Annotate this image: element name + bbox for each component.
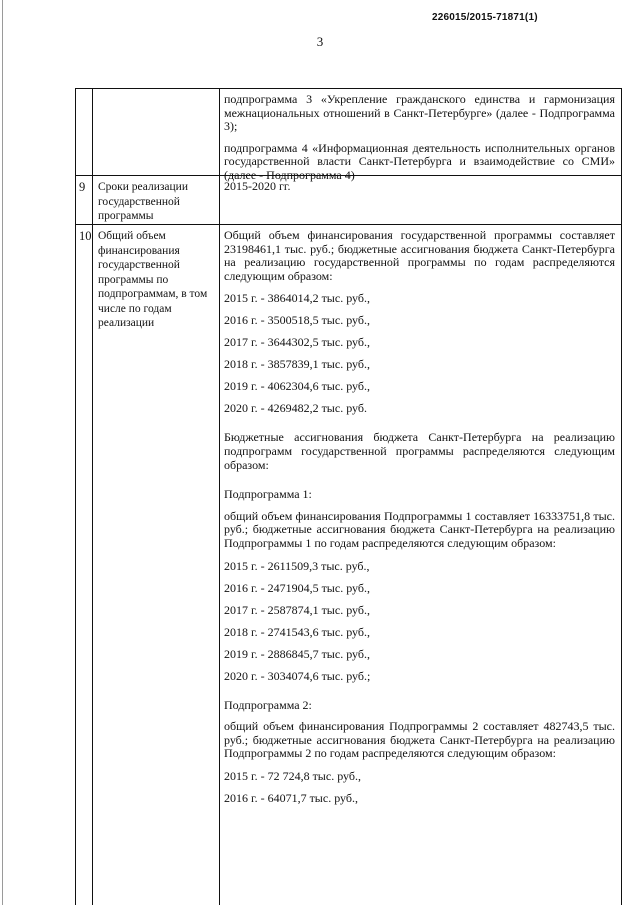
page-number: 3	[316, 34, 324, 49]
scan-edge	[2, 0, 3, 905]
year-line: 2016 г. - 2471904,5 тыс. руб.,	[224, 580, 370, 595]
row-10-number: 10	[79, 229, 92, 243]
paragraph-subprogram-3: подпрограмма 3 «Укрепление гражданского единства и гармонизация межнациональных отношений в Санкт-Петербурге» (далее - Подпрограмма 3);	[224, 92, 615, 134]
row-10-content	[224, 229, 615, 813]
column-divider-number	[92, 88, 93, 905]
table-right-border	[621, 88, 622, 905]
subprogram-1-text: общий объем финансирования Подпрограммы 1 составляет 16333751,8 тыс. руб.; бюджетные ассигнования бюджета Санкт-Петербурга на реализацию Подпрограммы 1 по годам распределяются следующим образом:	[224, 508, 615, 550]
year-line: 2015 г. - 2611509,3 тыс. руб.,	[224, 558, 370, 573]
year-line: 2016 г. - 64071,7 тыс. руб.,	[224, 790, 358, 805]
year-line: 2016 г. - 3500518,5 тыс. руб.,	[224, 313, 370, 328]
year-line: 2018 г. - 3857839,1 тыс. руб.,	[224, 357, 370, 372]
subprogram-2-text: общий объем финансирования Подпрограммы 2 составляет 482743,5 тыс. руб.; бюджетные ассигнования бюджета Санкт-Петербурга на реализацию Подпрограммы 2 по годам распределяются следующим образом:	[224, 719, 615, 761]
document-id: 226015/2015-71871(1)	[432, 12, 538, 23]
row-9-value: 2015-2020 гг.	[224, 179, 291, 193]
year-line: 2019 г. - 2886845,7 тыс. руб.,	[224, 646, 370, 661]
subprograms-intro: Бюджетные ассигнования бюджета Санкт-Петербурга на реализацию подпрограмм государственной программы распределяются следующим образом:	[224, 430, 615, 472]
year-line: 2017 г. - 2587874,1 тыс. руб.,	[224, 602, 370, 617]
column-divider-label	[219, 88, 220, 905]
year-line: 2015 г. - 72 724,8 тыс. руб.,	[224, 768, 361, 783]
table-top-border	[75, 88, 622, 89]
year-line: 2019 г. - 4062304,6 тыс. руб.,	[224, 379, 370, 394]
subprogram-2-title: Подпрограмма 2:	[224, 697, 312, 712]
row-continuation-content	[224, 93, 615, 191]
row-divider-10	[75, 224, 622, 225]
subprogram-1-title: Подпрограмма 1:	[224, 487, 312, 502]
financing-intro: Общий объем финансирования государственной программы составляет 23198461,1 тыс. руб.; бюджетные ассигнования бюджета Санкт-Петербурга на реализацию государственной программы по годам распределяются следующим образом:	[224, 228, 615, 283]
year-line: 2017 г. - 3644302,5 тыс. руб.,	[224, 335, 370, 350]
paragraph-subprogram-4: подпрограмма 4 «Информационная деятельность исполнительных органов государственной власти Санкт-Петербурга и взаимодействие со СМИ» (далее - Подпрограмма 4)	[224, 140, 615, 182]
row-9-label: Сроки реализации государственной программы	[98, 181, 188, 222]
table-left-border	[75, 88, 76, 905]
row-9-number: 9	[79, 180, 86, 194]
year-line: 2020 г. - 4269482,2 тыс. руб.	[224, 401, 367, 416]
row-10-label: Общий объем финансирования государственной программы по подпрограммам, в том числе по годам реализации	[98, 230, 208, 329]
year-line: 2020 г. - 3034074,6 тыс. руб.;	[224, 668, 371, 683]
year-line: 2018 г. - 2741543,6 тыс. руб.,	[224, 624, 370, 639]
year-line: 2015 г. - 3864014,2 тыс. руб.,	[224, 291, 370, 306]
